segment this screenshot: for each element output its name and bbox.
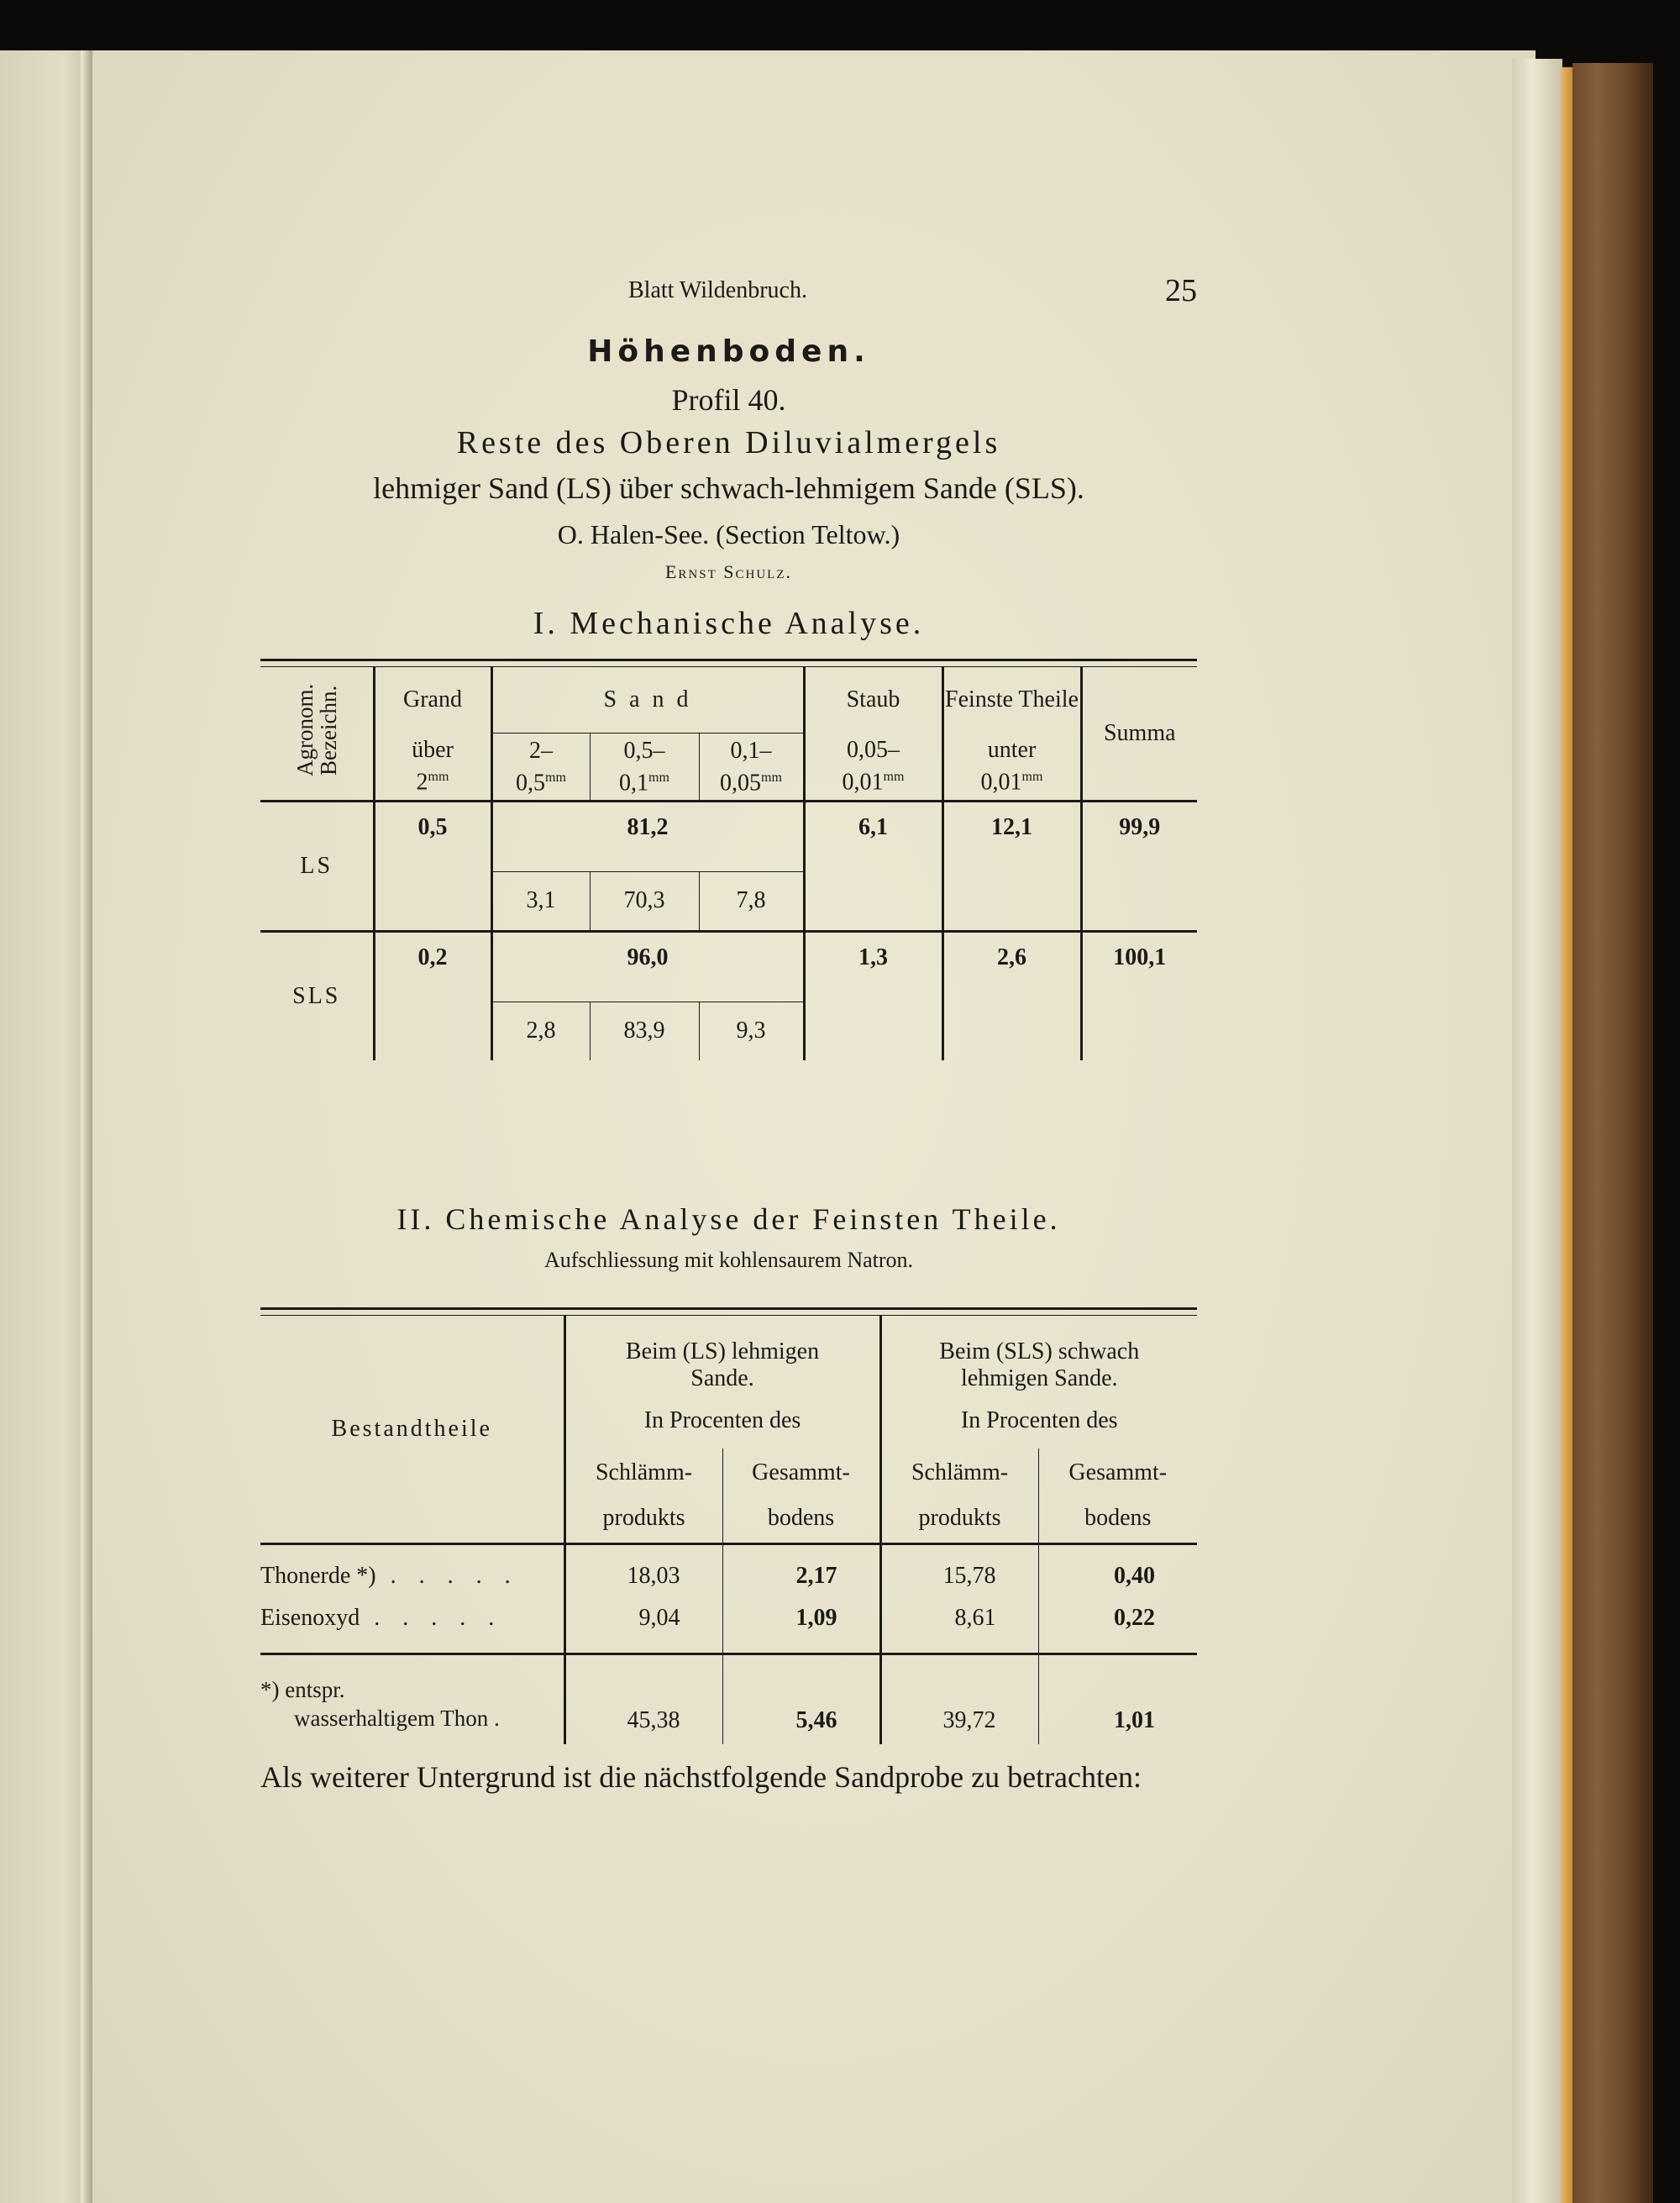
table-row xyxy=(260,1597,1197,1654)
cell-staub: 6,1 xyxy=(804,802,942,932)
header-sand-3: 0,1– $0,05^{mm}$ xyxy=(699,733,804,802)
header-sls-schlaemm: Schlämm-produkts xyxy=(880,1449,1038,1543)
page-number: 25 xyxy=(1165,273,1197,308)
subtitle-line-1: Reste des Oberen Diluvialmergels xyxy=(456,425,1001,460)
header-sand-1: 2– $0,5^{mm}$ xyxy=(491,733,590,802)
header-ls-group: Beim (LS) lehmigen Sande. xyxy=(564,1316,880,1393)
header-feinste: Feinste Theile xyxy=(942,667,1081,733)
header-summa: Summa xyxy=(1081,667,1197,802)
location: O. Halen-See. (Section Teltow.) xyxy=(557,519,900,549)
header-agronom: Agronom. Bezeichn. xyxy=(291,683,341,777)
cell-staub: 1,3 xyxy=(804,932,942,1061)
cell-name: Eisenoxyd . . . . . xyxy=(260,1605,503,1631)
cell-sls-schlaemm: 39,72 xyxy=(880,1654,1038,1745)
header-sand: S a n d xyxy=(491,667,804,733)
closing-paragraph: Als weiterer Untergrund ist die nächstfolgende Sandprobe zu betrachten: xyxy=(260,1760,1142,1794)
cell-name: Thonerde *) . . . . . xyxy=(260,1563,519,1589)
analysis-2-subtitle: Aufschliessung mit kohlensaurem Natron. xyxy=(543,1248,914,1272)
table-row-footnote xyxy=(260,1654,1197,1745)
profile-number: Profil 40. xyxy=(671,383,786,417)
header-feinste-range: unter $0,01^{mm}$ xyxy=(942,733,1081,802)
header-ls-percent: In Procenten des xyxy=(564,1392,880,1449)
cell-sand-3: 9,3 xyxy=(699,1002,804,1060)
cell-grand: 0,5 xyxy=(374,802,491,872)
header-sand-2: 0,5– $0,1^{mm}$ xyxy=(590,733,699,802)
chemical-analysis-table xyxy=(260,1307,1197,1744)
cell-sand-1: 3,1 xyxy=(491,871,590,932)
cell-sls-gesammt: 1,01 xyxy=(1038,1654,1197,1745)
running-title: Blatt Wildenbruch. xyxy=(628,277,807,303)
table-row xyxy=(260,802,1197,872)
cell-summa: 99,9 xyxy=(1081,802,1197,932)
cell-footnote-name: *) entspr. wasserhaltigem Thon . xyxy=(260,1677,500,1731)
subtitle-line-2: lehmiger Sand (LS) über schwach-lehmigem Sande (SLS). xyxy=(373,471,1084,505)
cell-feinste: 2,6 xyxy=(942,932,1081,1061)
cell-sand-2: 83,9 xyxy=(590,1002,699,1060)
running-head xyxy=(260,273,1197,319)
table-row xyxy=(260,1544,1197,1598)
page-edges xyxy=(1512,59,1562,2203)
cell-summa: 100,1 xyxy=(1081,932,1197,1061)
table-row xyxy=(260,932,1197,1002)
header-sls-gesammt: Gesammt-bodens xyxy=(1038,1449,1197,1543)
cell-sls-gesammt: 0,22 xyxy=(1038,1597,1197,1654)
cell-ls-schlaemm: 45,38 xyxy=(564,1654,722,1745)
author: Ernst Schulz. xyxy=(664,561,792,582)
book-cover xyxy=(1572,63,1653,2203)
cell-sls-schlaemm: 15,78 xyxy=(880,1544,1038,1598)
header-sls-group: Beim (SLS) schwach lehmigen Sande. xyxy=(880,1316,1197,1393)
cell-ls-schlaemm: 18,03 xyxy=(564,1544,722,1598)
left-page-fragment xyxy=(0,50,91,2203)
cell-feinste: 12,1 xyxy=(942,802,1081,932)
cell-sand-3: 7,8 xyxy=(699,871,804,932)
cell-ls-gesammt: 1,09 xyxy=(722,1597,880,1654)
cell-sand-1: 2,8 xyxy=(491,1002,590,1060)
cell-sand-total: 81,2 xyxy=(491,802,804,872)
cell-sand-total: 96,0 xyxy=(491,932,804,1002)
header-staub: Staub xyxy=(804,667,942,733)
mechanical-analysis-table xyxy=(260,659,1197,1060)
cell-grand: 0,2 xyxy=(374,932,491,1002)
header-grand-range: über $2^{mm}$ xyxy=(374,733,491,802)
row-label: SLS xyxy=(292,983,341,1009)
cell-ls-gesammt: 5,46 xyxy=(722,1654,880,1745)
row-label: LS xyxy=(300,853,333,879)
page xyxy=(92,50,1536,2203)
analysis-1-title: I. Mechanische Analyse. xyxy=(533,606,925,641)
header-ls-gesammt: Gesammt-bodens xyxy=(722,1449,880,1543)
section-heading: Höhenboden. xyxy=(587,334,870,369)
cell-ls-schlaemm: 9,04 xyxy=(564,1597,722,1654)
cell-sls-gesammt: 0,40 xyxy=(1038,1544,1197,1598)
header-ls-schlaemm: Schlämm-produkts xyxy=(564,1449,722,1543)
header-sls-percent: In Procenten des xyxy=(880,1392,1197,1449)
header-bestandtheile: Bestandtheile xyxy=(331,1416,492,1442)
cell-ls-gesammt: 2,17 xyxy=(722,1544,880,1598)
header-grand: Grand xyxy=(374,667,491,733)
cell-sand-2: 70,3 xyxy=(590,871,699,932)
header-staub-range: 0,05– $0,01^{mm}$ xyxy=(804,733,942,802)
gutter xyxy=(81,50,92,2203)
analysis-2-title: II. Chemische Analyse der Feinsten Theile. xyxy=(396,1202,1061,1236)
cell-sls-schlaemm: 8,61 xyxy=(880,1597,1038,1654)
